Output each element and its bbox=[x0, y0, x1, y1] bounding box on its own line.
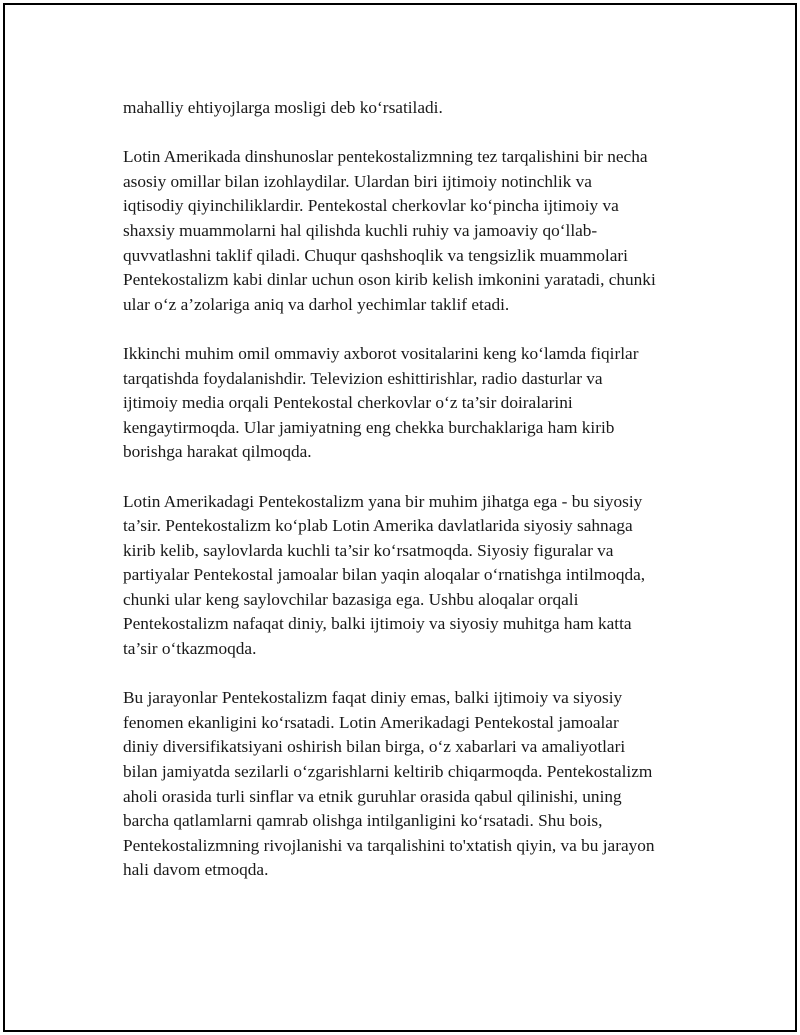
text-line: bilan jamiyatda sezilarli o‘zgarishlarni keltirib chiqarmoqda. Pentekostalizm bbox=[123, 762, 653, 782]
text-line: hali davom etmoqda. bbox=[123, 860, 269, 880]
text-line: borishga harakat qilmoqda. bbox=[123, 442, 312, 462]
text-line: Pentekostalizm nafaqat diniy, balki ijtimoiy va siyosiy muhitga ham katta bbox=[123, 614, 632, 634]
text-line: kengaytirmoqda. Ular jamiyatning eng chekka burchaklariga ham kirib bbox=[123, 417, 615, 437]
text-line: Pentekostalizm kabi dinlar uchun oson kirib kelish imkonini yaratadi, chunki bbox=[123, 270, 656, 290]
text-line: Bu jarayonlar Pentekostalizm faqat diniy emas, balki ijtimoiy va siyosiy bbox=[123, 688, 623, 708]
text-line: quvvatlashni taklif qiladi. Chuqur qashshoqlik va tengsizlik muammolari bbox=[123, 245, 628, 265]
text-line: aholi orasida turli sinflar va etnik guruhlar orasida qabul qilinishi, uning bbox=[123, 786, 622, 806]
text-line: fenomen ekanligini ko‘rsatadi. Lotin Amerikadagi Pentekostal jamoalar bbox=[123, 712, 619, 732]
text-line: iqtisodiy qiyinchiliklardir. Pentekostal cherkovlar ko‘pincha ijtimoiy va bbox=[123, 196, 619, 216]
text-line: tarqatishda foydalanishdir. Televizion eshittirishlar, radio dasturlar va bbox=[123, 368, 603, 388]
paragraph-3 bbox=[123, 342, 708, 465]
text-line: ular o‘z a’zolariga aniq va darhol yechimlar taklif etadi. bbox=[123, 294, 510, 314]
text-line: ta’sir. Pentekostalizm ko‘plab Lotin Amerika davlatlarida siyosiy sahnaga bbox=[123, 516, 633, 536]
text-line: ijtimoiy media orqali Pentekostal cherkovlar o‘z ta’sir doiralarini bbox=[123, 393, 573, 413]
text-line: chunki ular keng saylovchilar bazasiga ega. Ushbu aloqalar orqali bbox=[123, 589, 579, 609]
text-line: diniy diversifikatsiyani oshirish bilan birga, o‘z xabarlari va amaliyotlari bbox=[123, 737, 626, 757]
text-line: kirib kelib, saylovlarda kuchli ta’sir ko‘rsatmoqda. Siyosiy figuralar va bbox=[123, 540, 614, 560]
document-body bbox=[123, 96, 708, 908]
page-frame bbox=[3, 3, 797, 1032]
text-line: Lotin Amerikadagi Pentekostalizm yana bir muhim jihatga ega - bu siyosiy bbox=[123, 491, 643, 511]
text-line: asosiy omillar bilan izohlaydilar. Ulardan biri ijtimoiy notinchlik va bbox=[123, 171, 592, 191]
text-line: shaxsiy muammolarni hal qilishda kuchli ruhiy va jamoaviy qo‘llab- bbox=[123, 220, 598, 240]
paragraph-4 bbox=[123, 490, 708, 662]
text-line: Pentekostalizmning rivojlanishi va tarqalishini to'xtatish qiyin, va bu jarayon bbox=[123, 835, 655, 855]
paragraph-1 bbox=[123, 96, 708, 121]
text-line: barcha qatlamlarni qamrab olishga intilganligini ko‘rsatadi. Shu bois, bbox=[123, 811, 603, 831]
paragraph-5 bbox=[123, 686, 708, 883]
text-line: Ikkinchi muhim omil ommaviy axborot vositalarini keng ko‘lamda fiqirlar bbox=[123, 343, 639, 363]
paragraph-2 bbox=[123, 145, 708, 317]
text-line: mahalliy ehtiyojlarga mosligi deb ko‘rsatiladi. bbox=[123, 98, 443, 117]
text-line: Lotin Amerikada dinshunoslar pentekostalizmning tez tarqalishini bir necha bbox=[123, 147, 648, 167]
text-line: ta’sir o‘tkazmoqda. bbox=[123, 639, 257, 659]
text-line: partiyalar Pentekostal jamoalar bilan yaqin aloqalar o‘rnatishga intilmoqda, bbox=[123, 565, 646, 585]
